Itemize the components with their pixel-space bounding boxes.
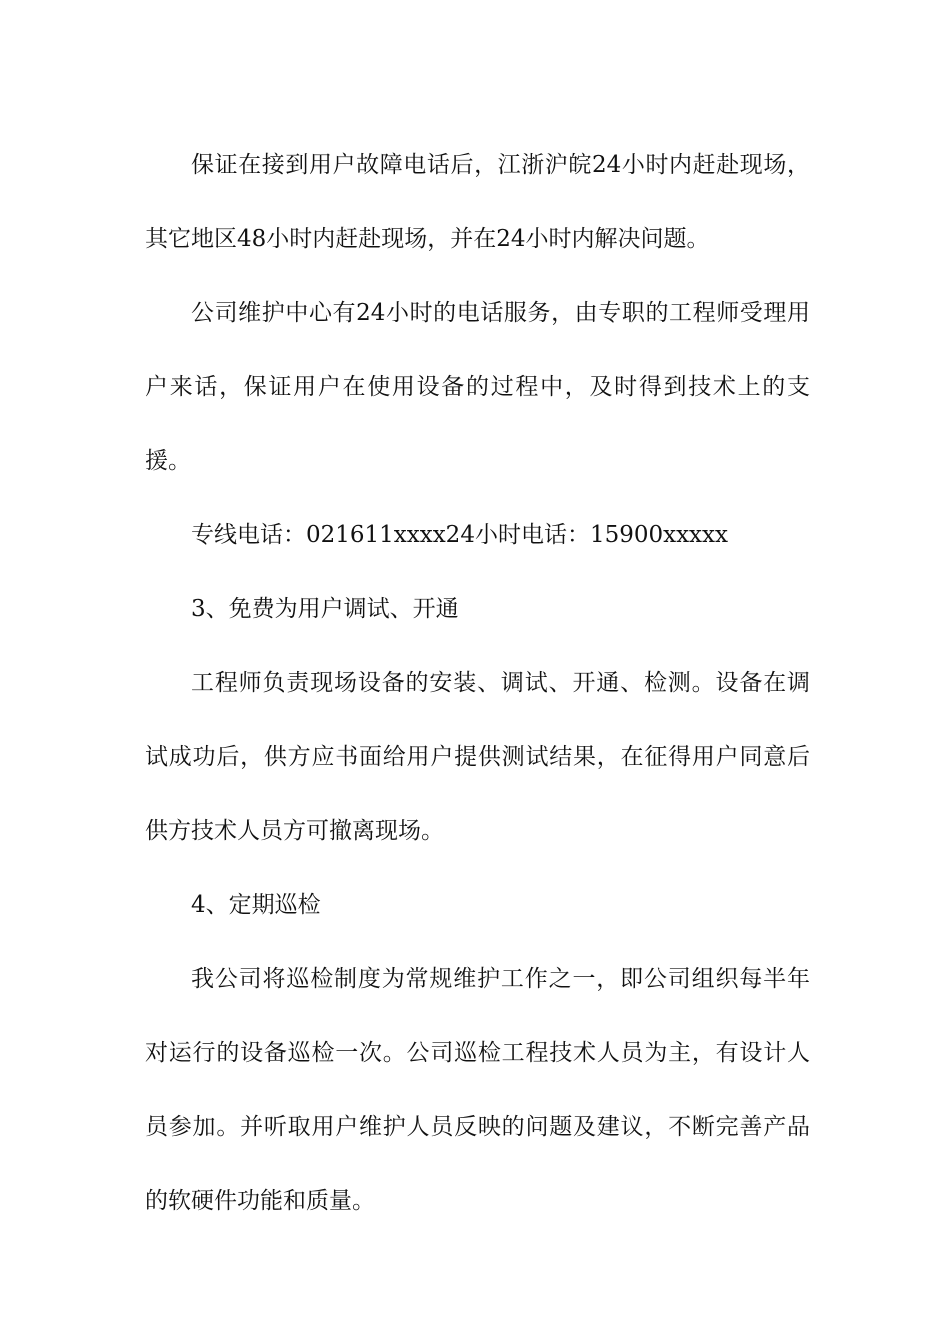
paragraph-hotline-numbers: 专线电话：021611xxxx24小时电话：15900xxxxx	[191, 522, 728, 548]
paragraph-inspection-details: 我公司将巡检制度为常规维护工作之一，即公司组织每半年对运行的设备巡检一次。公司巡检工程技术人员为主，有设计人员参加。并听取用户维护人员反映的问题及建议，不断完善产品的软硬件功能和质量。	[145, 966, 810, 1214]
document-body	[145, 128, 810, 1238]
section-heading-free-setup: 3、免费为用户调试、开通	[191, 596, 459, 622]
paragraph-setup-details: 工程师负责现场设备的安装、调试、开通、检测。设备在调试成功后，供方应书面给用户提供测试结果，在征得用户同意后供方技术人员方可撤离现场。	[145, 670, 810, 844]
paragraph-phone-service: 公司维护中心有24小时的电话服务，由专职的工程师受理用户来话，保证用户在使用设备的过程中，及时得到技术上的支援。	[145, 300, 810, 474]
section-heading-inspection: 4、定期巡检	[191, 892, 321, 918]
paragraph-response-time: 保证在接到用户故障电话后，江浙沪皖24小时内赶赴现场，其它地区48小时内赶赴现场，并在24小时内解决问题。	[145, 152, 810, 252]
